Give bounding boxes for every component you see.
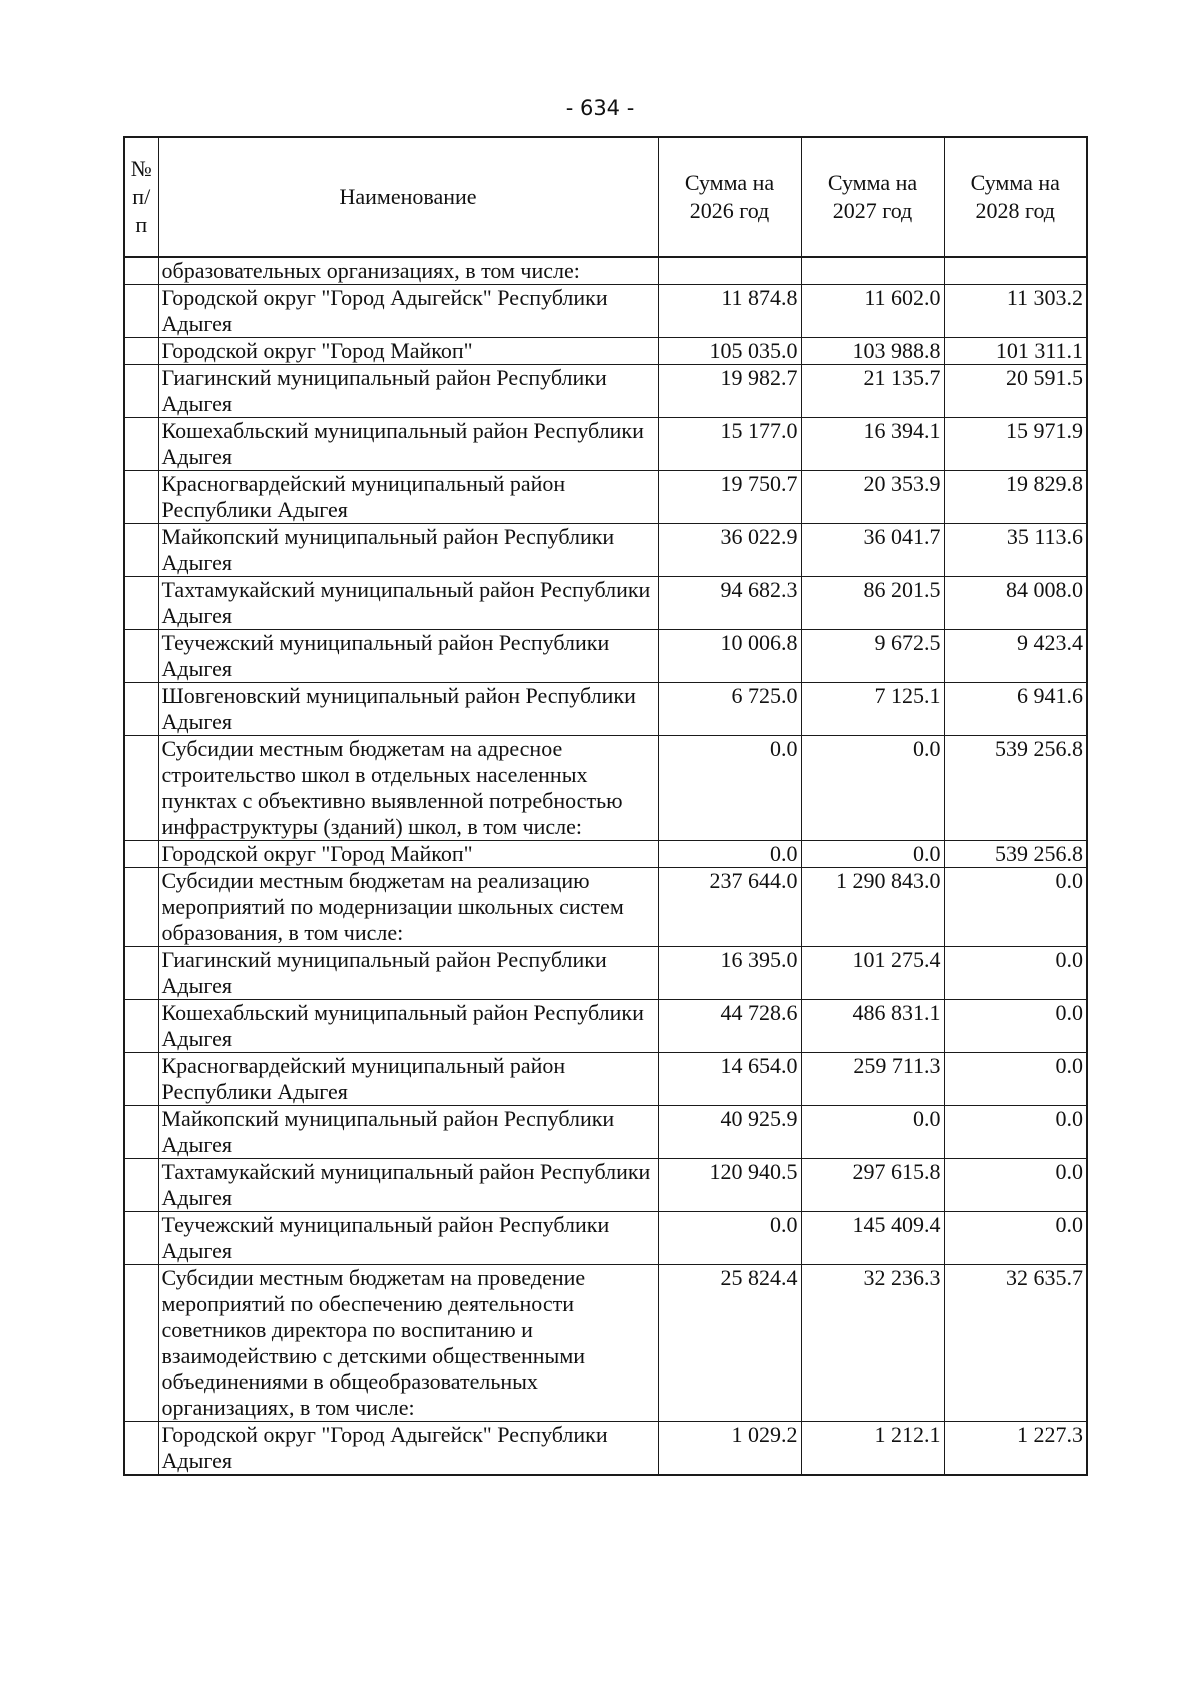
row-value-2026: 25 824.4 bbox=[658, 1265, 801, 1422]
row-value-2026: 1 029.2 bbox=[658, 1422, 801, 1476]
table-row bbox=[124, 1422, 1087, 1476]
row-value-2028: 15 971.9 bbox=[944, 418, 1087, 471]
row-name-cell: Кошехабльский муниципальный район Республики Адыгея bbox=[158, 418, 658, 471]
row-name-cell: Субсидии местным бюджетам на адресное строительство школ в отдельных населенных пунктах с объективно выявленной потребностью инфраструктуры (зданий) школ, в том числе: bbox=[158, 736, 658, 841]
row-value-2027: 259 711.3 bbox=[801, 1053, 944, 1106]
row-num-cell bbox=[124, 630, 158, 683]
row-value-2027 bbox=[801, 257, 944, 285]
row-value-2028: 0.0 bbox=[944, 868, 1087, 947]
table-row bbox=[124, 736, 1087, 841]
row-name-cell: Теучежский муниципальный район Республики Адыгея bbox=[158, 630, 658, 683]
row-value-2028: 0.0 bbox=[944, 1000, 1087, 1053]
row-value-2026: 15 177.0 bbox=[658, 418, 801, 471]
table-row bbox=[124, 524, 1087, 577]
row-value-2028: 9 423.4 bbox=[944, 630, 1087, 683]
table-row bbox=[124, 257, 1087, 285]
row-num-cell bbox=[124, 338, 158, 365]
row-value-2028: 0.0 bbox=[944, 1212, 1087, 1265]
table-row bbox=[124, 1159, 1087, 1212]
row-name-cell: образовательных организациях, в том числе: bbox=[158, 257, 658, 285]
row-value-2026: 94 682.3 bbox=[658, 577, 801, 630]
row-num-cell bbox=[124, 471, 158, 524]
row-name-cell: Майкопский муниципальный район Республики Адыгея bbox=[158, 1106, 658, 1159]
row-value-2028: 1 227.3 bbox=[944, 1422, 1087, 1476]
row-num-cell bbox=[124, 1265, 158, 1422]
row-value-2027: 11 602.0 bbox=[801, 285, 944, 338]
table-row bbox=[124, 630, 1087, 683]
header-2026: Сумма на 2026 год bbox=[658, 137, 801, 257]
row-value-2028: 101 311.1 bbox=[944, 338, 1087, 365]
budget-table bbox=[123, 136, 1088, 1476]
row-name-cell: Кошехабльский муниципальный район Республики Адыгея bbox=[158, 1000, 658, 1053]
row-num-cell bbox=[124, 524, 158, 577]
row-value-2028: 32 635.7 bbox=[944, 1265, 1087, 1422]
row-num-cell bbox=[124, 683, 158, 736]
row-num-cell bbox=[124, 947, 158, 1000]
row-value-2027: 32 236.3 bbox=[801, 1265, 944, 1422]
row-value-2026: 11 874.8 bbox=[658, 285, 801, 338]
row-value-2026: 40 925.9 bbox=[658, 1106, 801, 1159]
row-value-2026: 0.0 bbox=[658, 736, 801, 841]
table-row bbox=[124, 418, 1087, 471]
row-value-2026: 16 395.0 bbox=[658, 947, 801, 1000]
row-num-cell bbox=[124, 1000, 158, 1053]
row-value-2026: 44 728.6 bbox=[658, 1000, 801, 1053]
table-header bbox=[124, 137, 1087, 257]
row-num-cell bbox=[124, 841, 158, 868]
row-value-2027: 0.0 bbox=[801, 736, 944, 841]
row-value-2026: 10 006.8 bbox=[658, 630, 801, 683]
row-value-2027: 16 394.1 bbox=[801, 418, 944, 471]
table-row bbox=[124, 1053, 1087, 1106]
row-name-cell: Майкопский муниципальный район Республики Адыгея bbox=[158, 524, 658, 577]
row-num-cell bbox=[124, 736, 158, 841]
row-value-2028: 0.0 bbox=[944, 1159, 1087, 1212]
table-row bbox=[124, 577, 1087, 630]
row-num-cell bbox=[124, 1106, 158, 1159]
table-row bbox=[124, 1106, 1087, 1159]
row-value-2027: 103 988.8 bbox=[801, 338, 944, 365]
table-row bbox=[124, 947, 1087, 1000]
row-value-2028: 539 256.8 bbox=[944, 736, 1087, 841]
row-value-2026: 0.0 bbox=[658, 1212, 801, 1265]
row-value-2028: 539 256.8 bbox=[944, 841, 1087, 868]
row-value-2028: 6 941.6 bbox=[944, 683, 1087, 736]
table-row bbox=[124, 1212, 1087, 1265]
row-value-2027: 297 615.8 bbox=[801, 1159, 944, 1212]
row-value-2027: 21 135.7 bbox=[801, 365, 944, 418]
row-value-2027: 20 353.9 bbox=[801, 471, 944, 524]
row-num-cell bbox=[124, 418, 158, 471]
row-num-cell bbox=[124, 868, 158, 947]
row-num-cell bbox=[124, 577, 158, 630]
row-name-cell: Шовгеновский муниципальный район Республики Адыгея bbox=[158, 683, 658, 736]
row-name-cell: Городской округ "Город Адыгейск" Республики Адыгея bbox=[158, 285, 658, 338]
row-num-cell bbox=[124, 1422, 158, 1476]
row-num-cell bbox=[124, 365, 158, 418]
page-number: - 634 - bbox=[565, 96, 635, 120]
row-value-2027: 9 672.5 bbox=[801, 630, 944, 683]
row-value-2027: 0.0 bbox=[801, 1106, 944, 1159]
row-name-cell: Субсидии местным бюджетам на проведение мероприятий по обеспечению деятельности советников директора по воспитанию и взаимодействию с детскими общественными объединениями в общеобразовательных организациях, в том числе: bbox=[158, 1265, 658, 1422]
row-value-2027: 1 290 843.0 bbox=[801, 868, 944, 947]
row-value-2026: 6 725.0 bbox=[658, 683, 801, 736]
table-row bbox=[124, 868, 1087, 947]
row-value-2028: 84 008.0 bbox=[944, 577, 1087, 630]
row-value-2026: 120 940.5 bbox=[658, 1159, 801, 1212]
row-value-2027: 486 831.1 bbox=[801, 1000, 944, 1053]
table-row bbox=[124, 471, 1087, 524]
row-name-cell: Городской округ "Город Адыгейск" Республики Адыгея bbox=[158, 1422, 658, 1476]
row-name-cell: Красногвардейский муниципальный район Республики Адыгея bbox=[158, 471, 658, 524]
row-name-cell: Городской округ "Город Майкоп" bbox=[158, 338, 658, 365]
row-value-2026: 19 982.7 bbox=[658, 365, 801, 418]
table-row bbox=[124, 841, 1087, 868]
row-value-2027: 145 409.4 bbox=[801, 1212, 944, 1265]
row-value-2026: 0.0 bbox=[658, 841, 801, 868]
table-row bbox=[124, 1000, 1087, 1053]
row-value-2027: 36 041.7 bbox=[801, 524, 944, 577]
row-value-2027: 1 212.1 bbox=[801, 1422, 944, 1476]
row-value-2028: 19 829.8 bbox=[944, 471, 1087, 524]
row-value-2028: 0.0 bbox=[944, 947, 1087, 1000]
table-row bbox=[124, 285, 1087, 338]
row-name-cell: Гиагинский муниципальный район Республики Адыгея bbox=[158, 947, 658, 1000]
table-row bbox=[124, 365, 1087, 418]
table-row bbox=[124, 683, 1087, 736]
row-name-cell: Городской округ "Город Майкоп" bbox=[158, 841, 658, 868]
header-2028: Сумма на 2028 год bbox=[944, 137, 1087, 257]
row-name-cell: Тахтамукайский муниципальный район Республики Адыгея bbox=[158, 577, 658, 630]
row-name-cell: Красногвардейский муниципальный район Республики Адыгея bbox=[158, 1053, 658, 1106]
row-name-cell: Тахтамукайский муниципальный район Республики Адыгея bbox=[158, 1159, 658, 1212]
row-value-2026: 14 654.0 bbox=[658, 1053, 801, 1106]
row-value-2028: 0.0 bbox=[944, 1053, 1087, 1106]
row-value-2026: 19 750.7 bbox=[658, 471, 801, 524]
header-name: Наименование bbox=[158, 137, 658, 257]
row-value-2028: 0.0 bbox=[944, 1106, 1087, 1159]
table-row bbox=[124, 1265, 1087, 1422]
row-num-cell bbox=[124, 1212, 158, 1265]
row-value-2026 bbox=[658, 257, 801, 285]
row-value-2028: 11 303.2 bbox=[944, 285, 1087, 338]
row-value-2027: 7 125.1 bbox=[801, 683, 944, 736]
row-name-cell: Теучежский муниципальный район Республики Адыгея bbox=[158, 1212, 658, 1265]
row-value-2028 bbox=[944, 257, 1087, 285]
row-value-2028: 35 113.6 bbox=[944, 524, 1087, 577]
header-2027: Сумма на 2027 год bbox=[801, 137, 944, 257]
table-body bbox=[124, 257, 1087, 1475]
row-name-cell: Гиагинский муниципальный район Республики Адыгея bbox=[158, 365, 658, 418]
table-row bbox=[124, 338, 1087, 365]
row-value-2026: 105 035.0 bbox=[658, 338, 801, 365]
row-value-2026: 237 644.0 bbox=[658, 868, 801, 947]
row-value-2027: 101 275.4 bbox=[801, 947, 944, 1000]
row-num-cell bbox=[124, 257, 158, 285]
row-value-2027: 86 201.5 bbox=[801, 577, 944, 630]
row-num-cell bbox=[124, 1053, 158, 1106]
row-value-2027: 0.0 bbox=[801, 841, 944, 868]
header-num: № п/п bbox=[124, 137, 158, 257]
row-name-cell: Субсидии местным бюджетам на реализацию мероприятий по модернизации школьных систем образования, в том числе: bbox=[158, 868, 658, 947]
row-value-2028: 20 591.5 bbox=[944, 365, 1087, 418]
row-num-cell bbox=[124, 285, 158, 338]
row-num-cell bbox=[124, 1159, 158, 1212]
row-value-2026: 36 022.9 bbox=[658, 524, 801, 577]
